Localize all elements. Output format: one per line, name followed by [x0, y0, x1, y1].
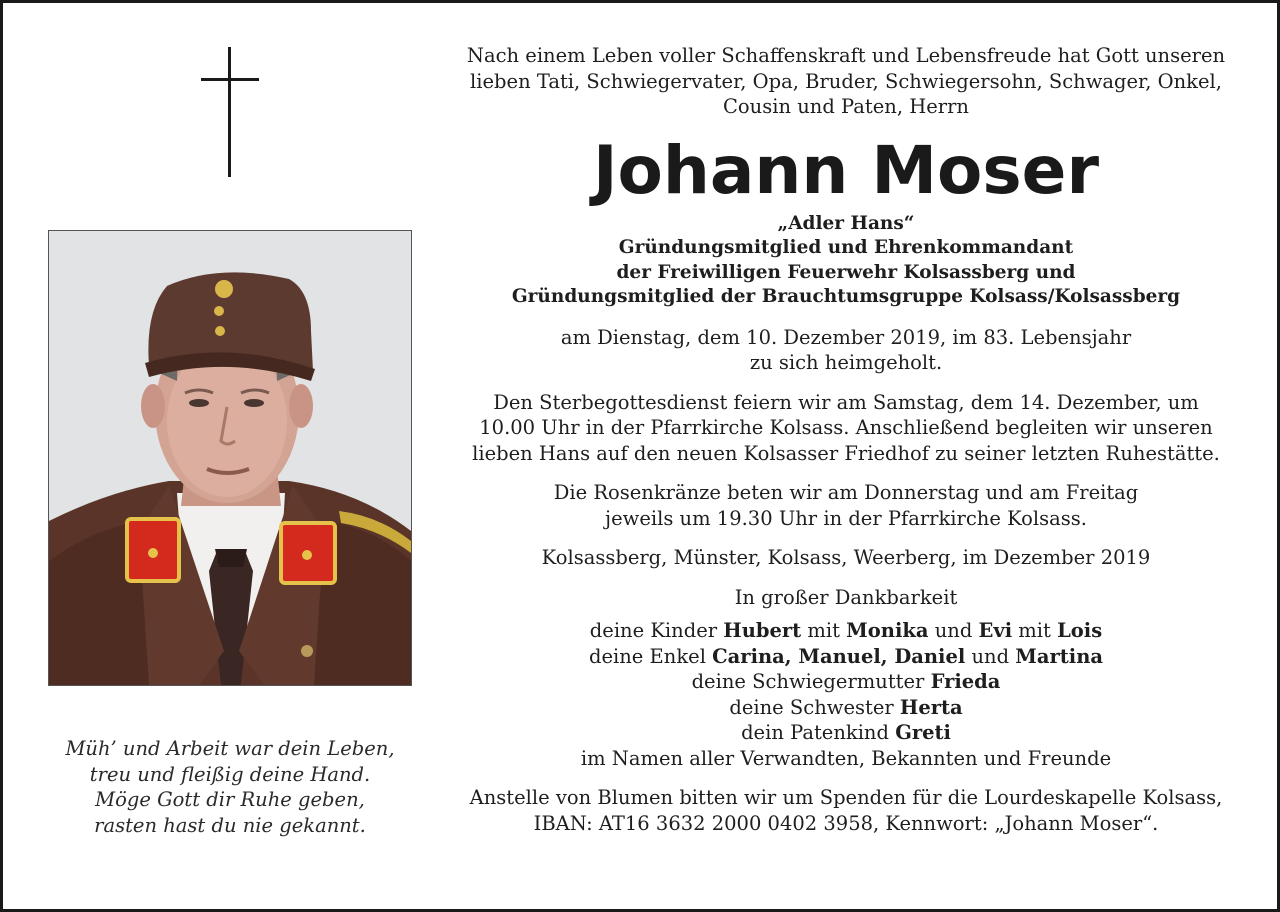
sister-line: deine Schwester Herta [729, 695, 963, 719]
places-date: Kolsassberg, Münster, Kolsass, Weerberg, im Dezember 2019 [541, 546, 1151, 569]
deceased-name: Johann Moser [593, 131, 1099, 209]
poem-line: treu und fleißig deine Hand. [89, 762, 371, 786]
death-line: am Dienstag, dem 10. Dezember 2019, im 83. Lebensjahr [560, 325, 1132, 349]
donation-line: IBAN: AT16 3632 2000 0402 3958, Kennwort: „Johann Moser“. [533, 811, 1159, 835]
title-line: der Freiwilligen Feuerwehr Kolsassberg und [616, 261, 1076, 283]
rosary-paragraph [441, 480, 1251, 531]
grandchildren-line: deine Enkel Carina, Manuel, Daniel und Martina [588, 644, 1104, 668]
memorial-poem [21, 736, 439, 838]
funeral-line: Den Sterbegottesdienst feiern wir am Samstag, dem 14. Dezember, um [493, 390, 1199, 414]
gratitude-line: In großer Dankbarkeit [734, 585, 958, 609]
children-line: deine Kinder Hubert mit Monika und Evi mit Lois [589, 619, 1103, 642]
title-line: Gründungsmitglied und Ehrenkommandant [618, 237, 1074, 258]
intro-line: Nach einem Leben voller Schaffenskraft und Lebensfreude hat Gott unseren [466, 44, 1226, 67]
poem-line: Möge Gott dir Ruhe geben, [95, 788, 365, 811]
others-line: im Namen aller Verwandten, Bekannten und Freunde [580, 746, 1112, 770]
mother-in-law-line: deine Schwiegermutter Frieda [691, 670, 1001, 693]
poem-line: rasten hast du nie gekannt. [94, 813, 366, 837]
funeral-line: lieben Hans auf den neuen Kolsasser Friedhof zu seiner letzten Ruhestätte. [472, 441, 1220, 465]
family-signatures [441, 585, 1251, 772]
obituary-text [441, 43, 1251, 836]
cross-icon [201, 47, 259, 177]
funeral-line: 10.00 Uhr in der Pfarrkirche Kolsass. Anschließend begleiten wir unseren [479, 416, 1213, 439]
intro-line: Cousin und Paten, Herrn [723, 95, 969, 118]
title-line: Gründungsmitglied der Brauchtumsgruppe Kolsass/Kolsassberg [511, 286, 1181, 307]
funeral-paragraph [441, 390, 1251, 467]
death-paragraph [441, 325, 1251, 376]
portrait-photo [48, 230, 412, 686]
godchild-line: dein Patenkind Greti [741, 721, 951, 744]
death-line: zu sich heimgeholt. [749, 351, 943, 374]
rosary-line: Die Rosenkränze beten wir am Donnerstag und am Freitag [553, 481, 1139, 504]
titles-block [441, 212, 1251, 310]
nickname: „Adler Hans“ [777, 212, 915, 234]
donation-paragraph [441, 785, 1251, 836]
intro-paragraph [441, 43, 1251, 120]
donation-line: Anstelle von Blumen bitten wir um Spenden für die Lourdeskapelle Kolsass, [469, 786, 1223, 809]
rosary-line: jeweils um 19.30 Uhr in der Pfarrkirche Kolsass. [605, 506, 1087, 530]
poem-line: Müh’ und Arbeit war dein Leben, [65, 737, 395, 760]
intro-line: lieben Tati, Schwiegervater, Opa, Bruder, Schwiegersohn, Schwager, Onkel, [470, 69, 1222, 93]
